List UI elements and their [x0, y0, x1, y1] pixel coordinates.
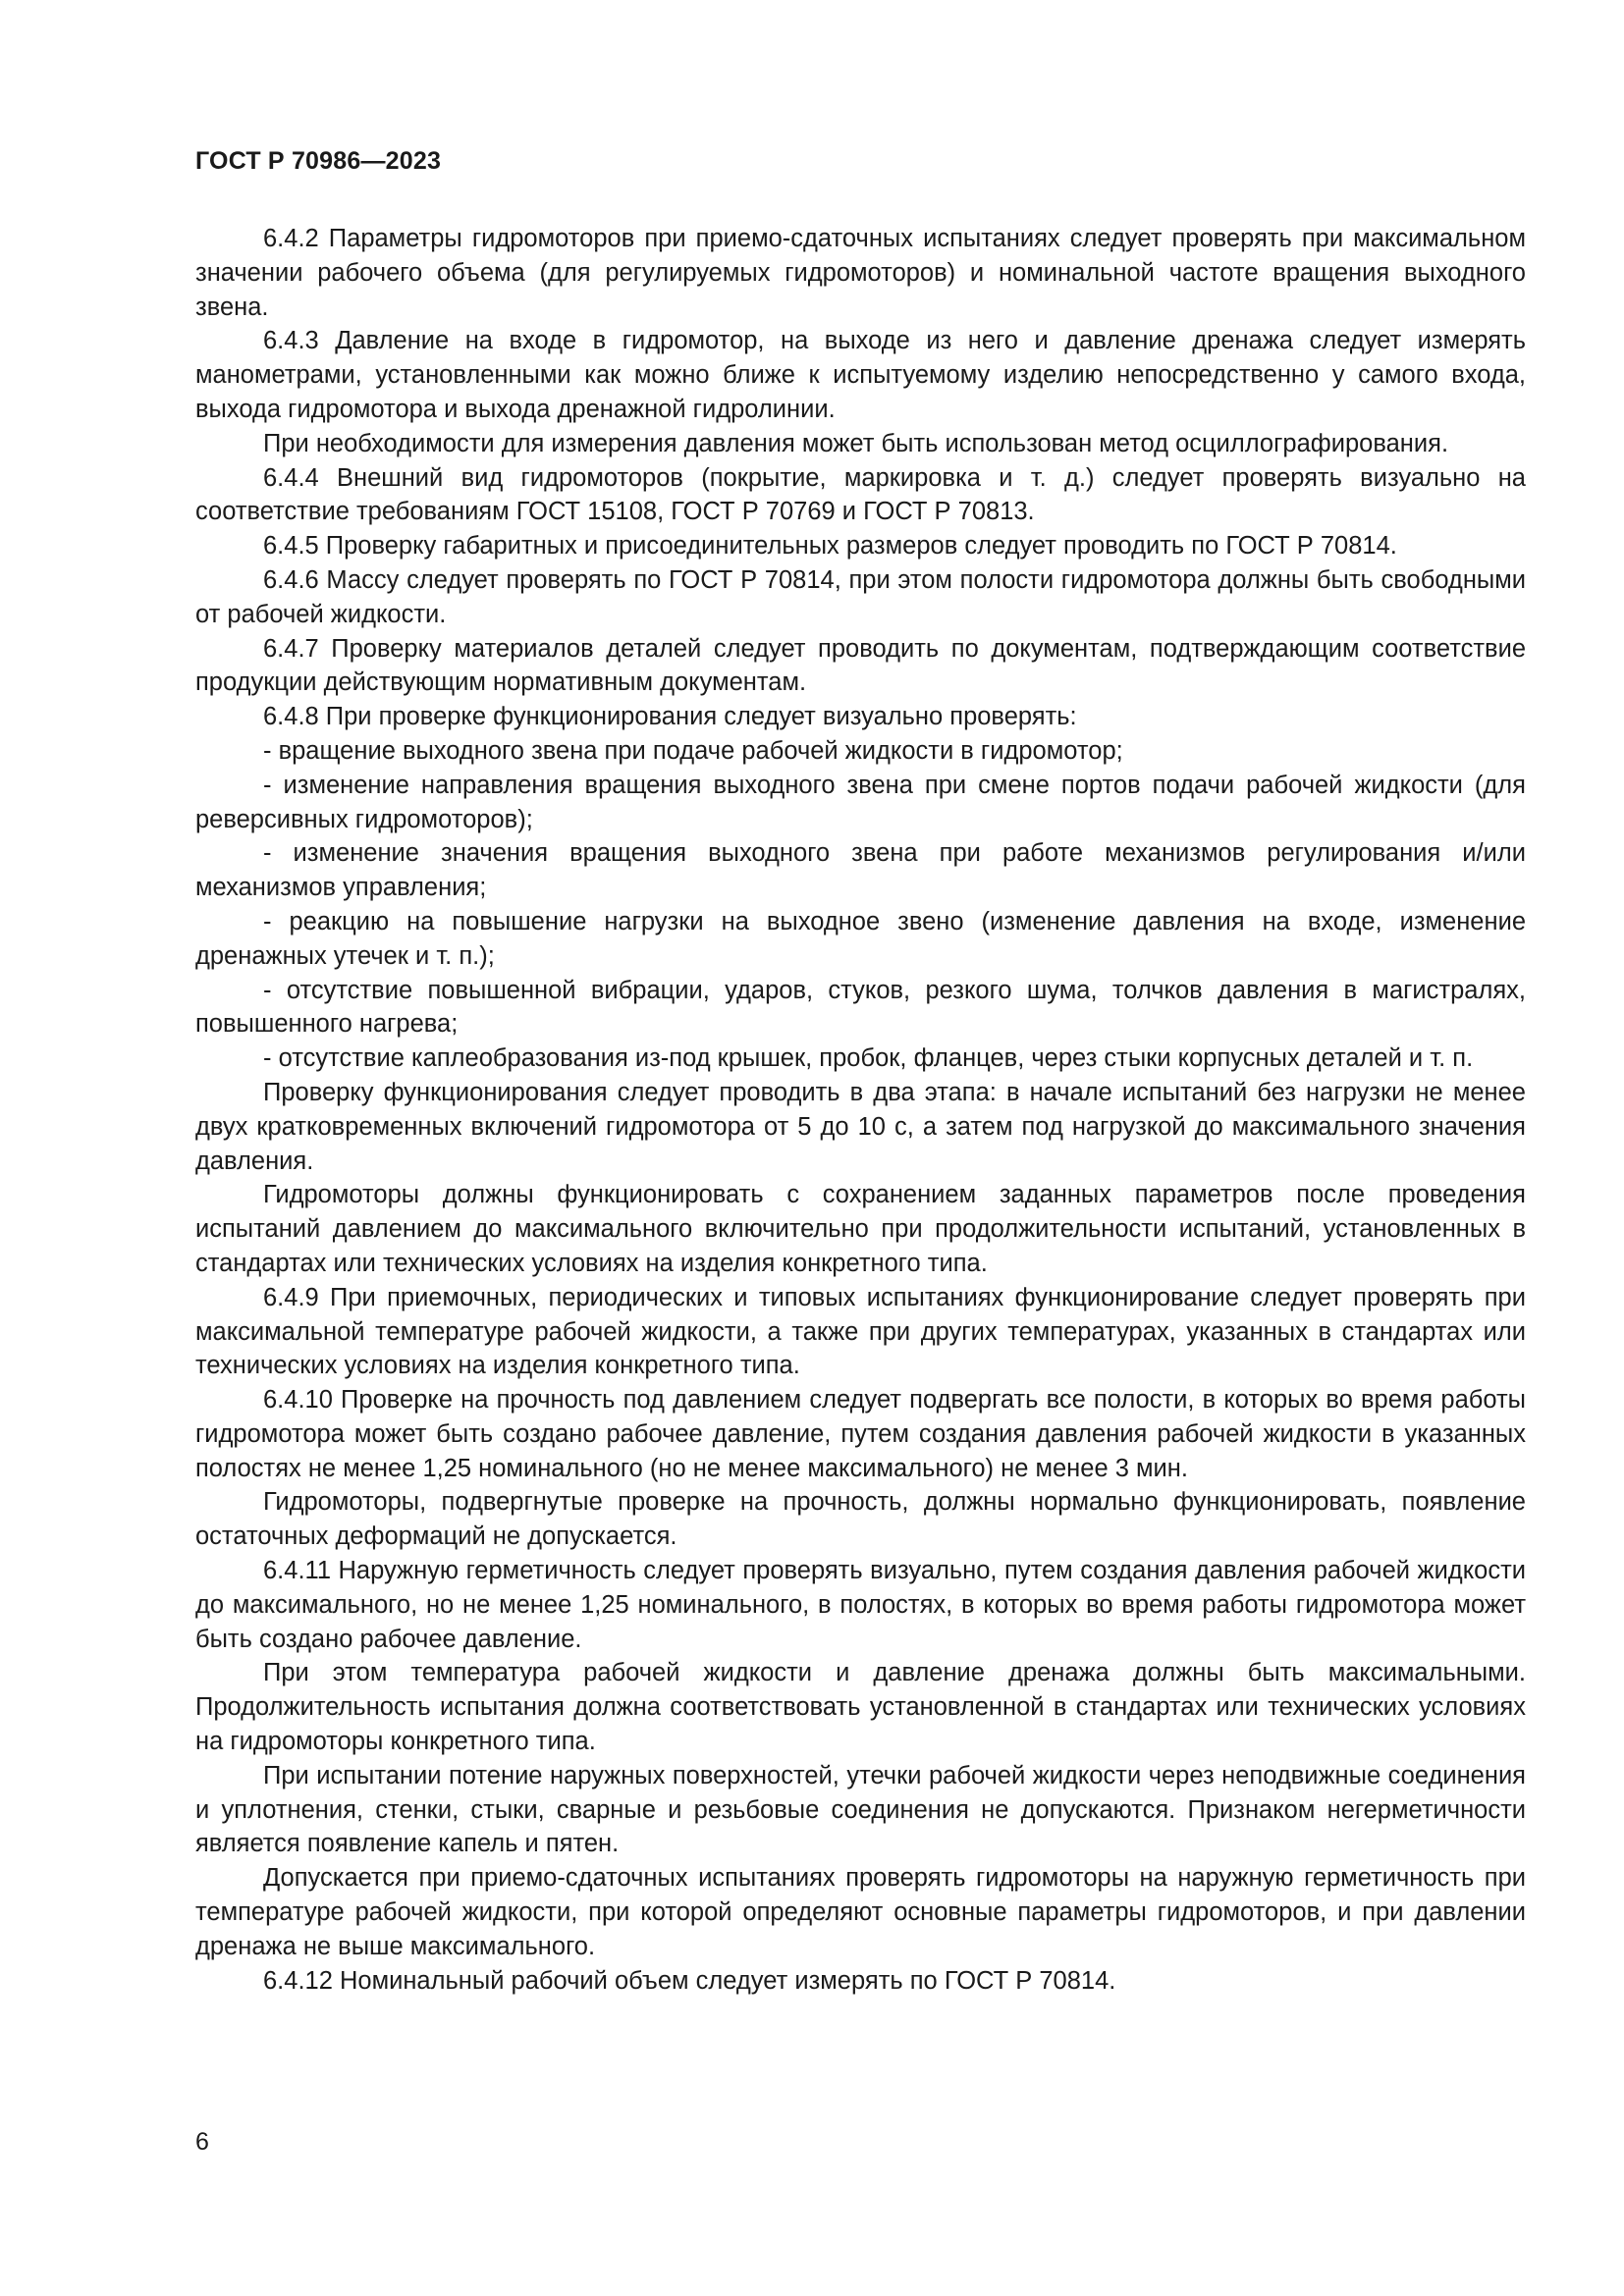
- paragraph: 6.4.12 Номинальный рабочий объем следует измерять по ГОСТ Р 70814.: [263, 1966, 1116, 1995]
- paragraph: 6.4.10 Проверке на прочность под давлением следует подвергать все полости, в которых во время работы гидромотора может быть создано рабочее давление, путем создания давления рабочей жидкости в указанных полостях не менее 1,25 номинального (но не менее максимального) не менее 3 мин.: [195, 1386, 1526, 1482]
- paragraph: 6.4.3 Давление на входе в гидромотор, на выходе из него и давление дренажа следует измерять манометрами, установленными как можно ближе к испытуемому изделию непосредственно у самого входа, выхода гидромотора и выхода дренажной гидролинии.: [195, 327, 1526, 423]
- page-number: 6: [195, 2128, 209, 2156]
- paragraph: 6.4.7 Проверку материалов деталей следует проводить по документам, подтверждающим соответствие продукции действующим нормативным документам.: [195, 634, 1526, 697]
- paragraph: При испытании потение наружных поверхностей, утечки рабочей жидкости через неподвижные соединения и уплотнения, стенки, стыки, сварные и резьбовые соединения не допускаются. Признаком негерметичности является появление капель и пятен.: [195, 1761, 1526, 1858]
- document-body: [195, 222, 1526, 1998]
- list-item: - изменение направления вращения выходного звена при смене портов подачи рабочей жидкости (для реверсивных гидромоторов);: [195, 771, 1526, 833]
- paragraph: Допускается при приемо-сдаточных испытаниях проверять гидромоторы на наружную герметичность при температуре рабочей жидкости, при которой определяют основные параметры гидромоторов, и при давлении дренажа не выше максимального.: [195, 1864, 1526, 1960]
- paragraph: 6.4.9 При приемочных, периодических и типовых испытаниях функционирование следует проверять при максимальной температуре рабочей жидкости, а также при других температурах, указанных в стандартах или технических условиях на изделия конкретного типа.: [195, 1283, 1526, 1380]
- document-header: ГОСТ Р 70986—2023: [195, 147, 442, 175]
- paragraph: 6.4.11 Наружную герметичность следует проверять визуально, путем создания давления рабочей жидкости до максимального, но не менее 1,25 номинального, в полостях, в которых во время работы гидромотора может быть создано рабочее давление.: [195, 1557, 1526, 1653]
- paragraph: Гидромоторы должны функционировать с сохранением заданных параметров после проведения испытаний давлением до максимального включительно при продолжительности испытаний, установленных в стандартах или технических условиях на изделия конкретного типа.: [195, 1181, 1526, 1277]
- list-item: - отсутствие повышенной вибрации, ударов, стуков, резкого шума, толчков давления в магистралях, повышенного нагрева;: [195, 976, 1526, 1039]
- paragraph: 6.4.6 Массу следует проверять по ГОСТ Р 70814, при этом полости гидромотора должны быть свободными от рабочей жидкости.: [195, 565, 1526, 628]
- list-item: - реакцию на повышение нагрузки на выходное звено (изменение давления на входе, изменение дренажных утечек и т. п.);: [195, 907, 1526, 970]
- list-item: - изменение значения вращения выходного звена при работе механизмов регулирования и/или механизмов управления;: [195, 839, 1526, 902]
- paragraph: 6.4.8 При проверке функционирования следует визуально проверять:: [263, 703, 1077, 731]
- paragraph: 6.4.4 Внешний вид гидромоторов (покрытие, маркировка и т. д.) следует проверять визуально на соответствие требованиям ГОСТ 15108, ГОСТ Р 70769 и ГОСТ Р 70813.: [195, 463, 1526, 526]
- paragraph: Проверку функционирования следует проводить в два этапа: в начале испытаний без нагрузки не менее двух кратковременных включений гидромотора от 5 до 10 с, а затем под нагрузкой до максимального значения давления.: [195, 1078, 1526, 1175]
- paragraph: 6.4.5 Проверку габаритных и присоединительных размеров следует проводить по ГОСТ Р 70814.: [263, 532, 1397, 561]
- paragraph: При необходимости для измерения давления может быть использован метод осциллографирования.: [263, 429, 1449, 457]
- paragraph: Гидромоторы, подвергнутые проверке на прочность, должны нормально функционировать, появление остаточных деформаций не допускается.: [195, 1488, 1526, 1551]
- paragraph: 6.4.2 Параметры гидромоторов при приемо-сдаточных испытаниях следует проверять при максимальном значении рабочего объема (для регулируемых гидромоторов) и номинальной частоте вращения выходного звена.: [195, 225, 1526, 321]
- list-item: - отсутствие каплеобразования из-под крышек, пробок, фланцев, через стыки корпусных деталей и т. п.: [263, 1044, 1474, 1073]
- list-item: - вращение выходного звена при подаче рабочей жидкости в гидромотор;: [263, 736, 1123, 765]
- paragraph: При этом температура рабочей жидкости и давление дренажа должны быть максимальными. Продолжительность испытания должна соответствовать установленной в стандартах или технических условиях на гидромоторы конкретного типа.: [195, 1659, 1526, 1756]
